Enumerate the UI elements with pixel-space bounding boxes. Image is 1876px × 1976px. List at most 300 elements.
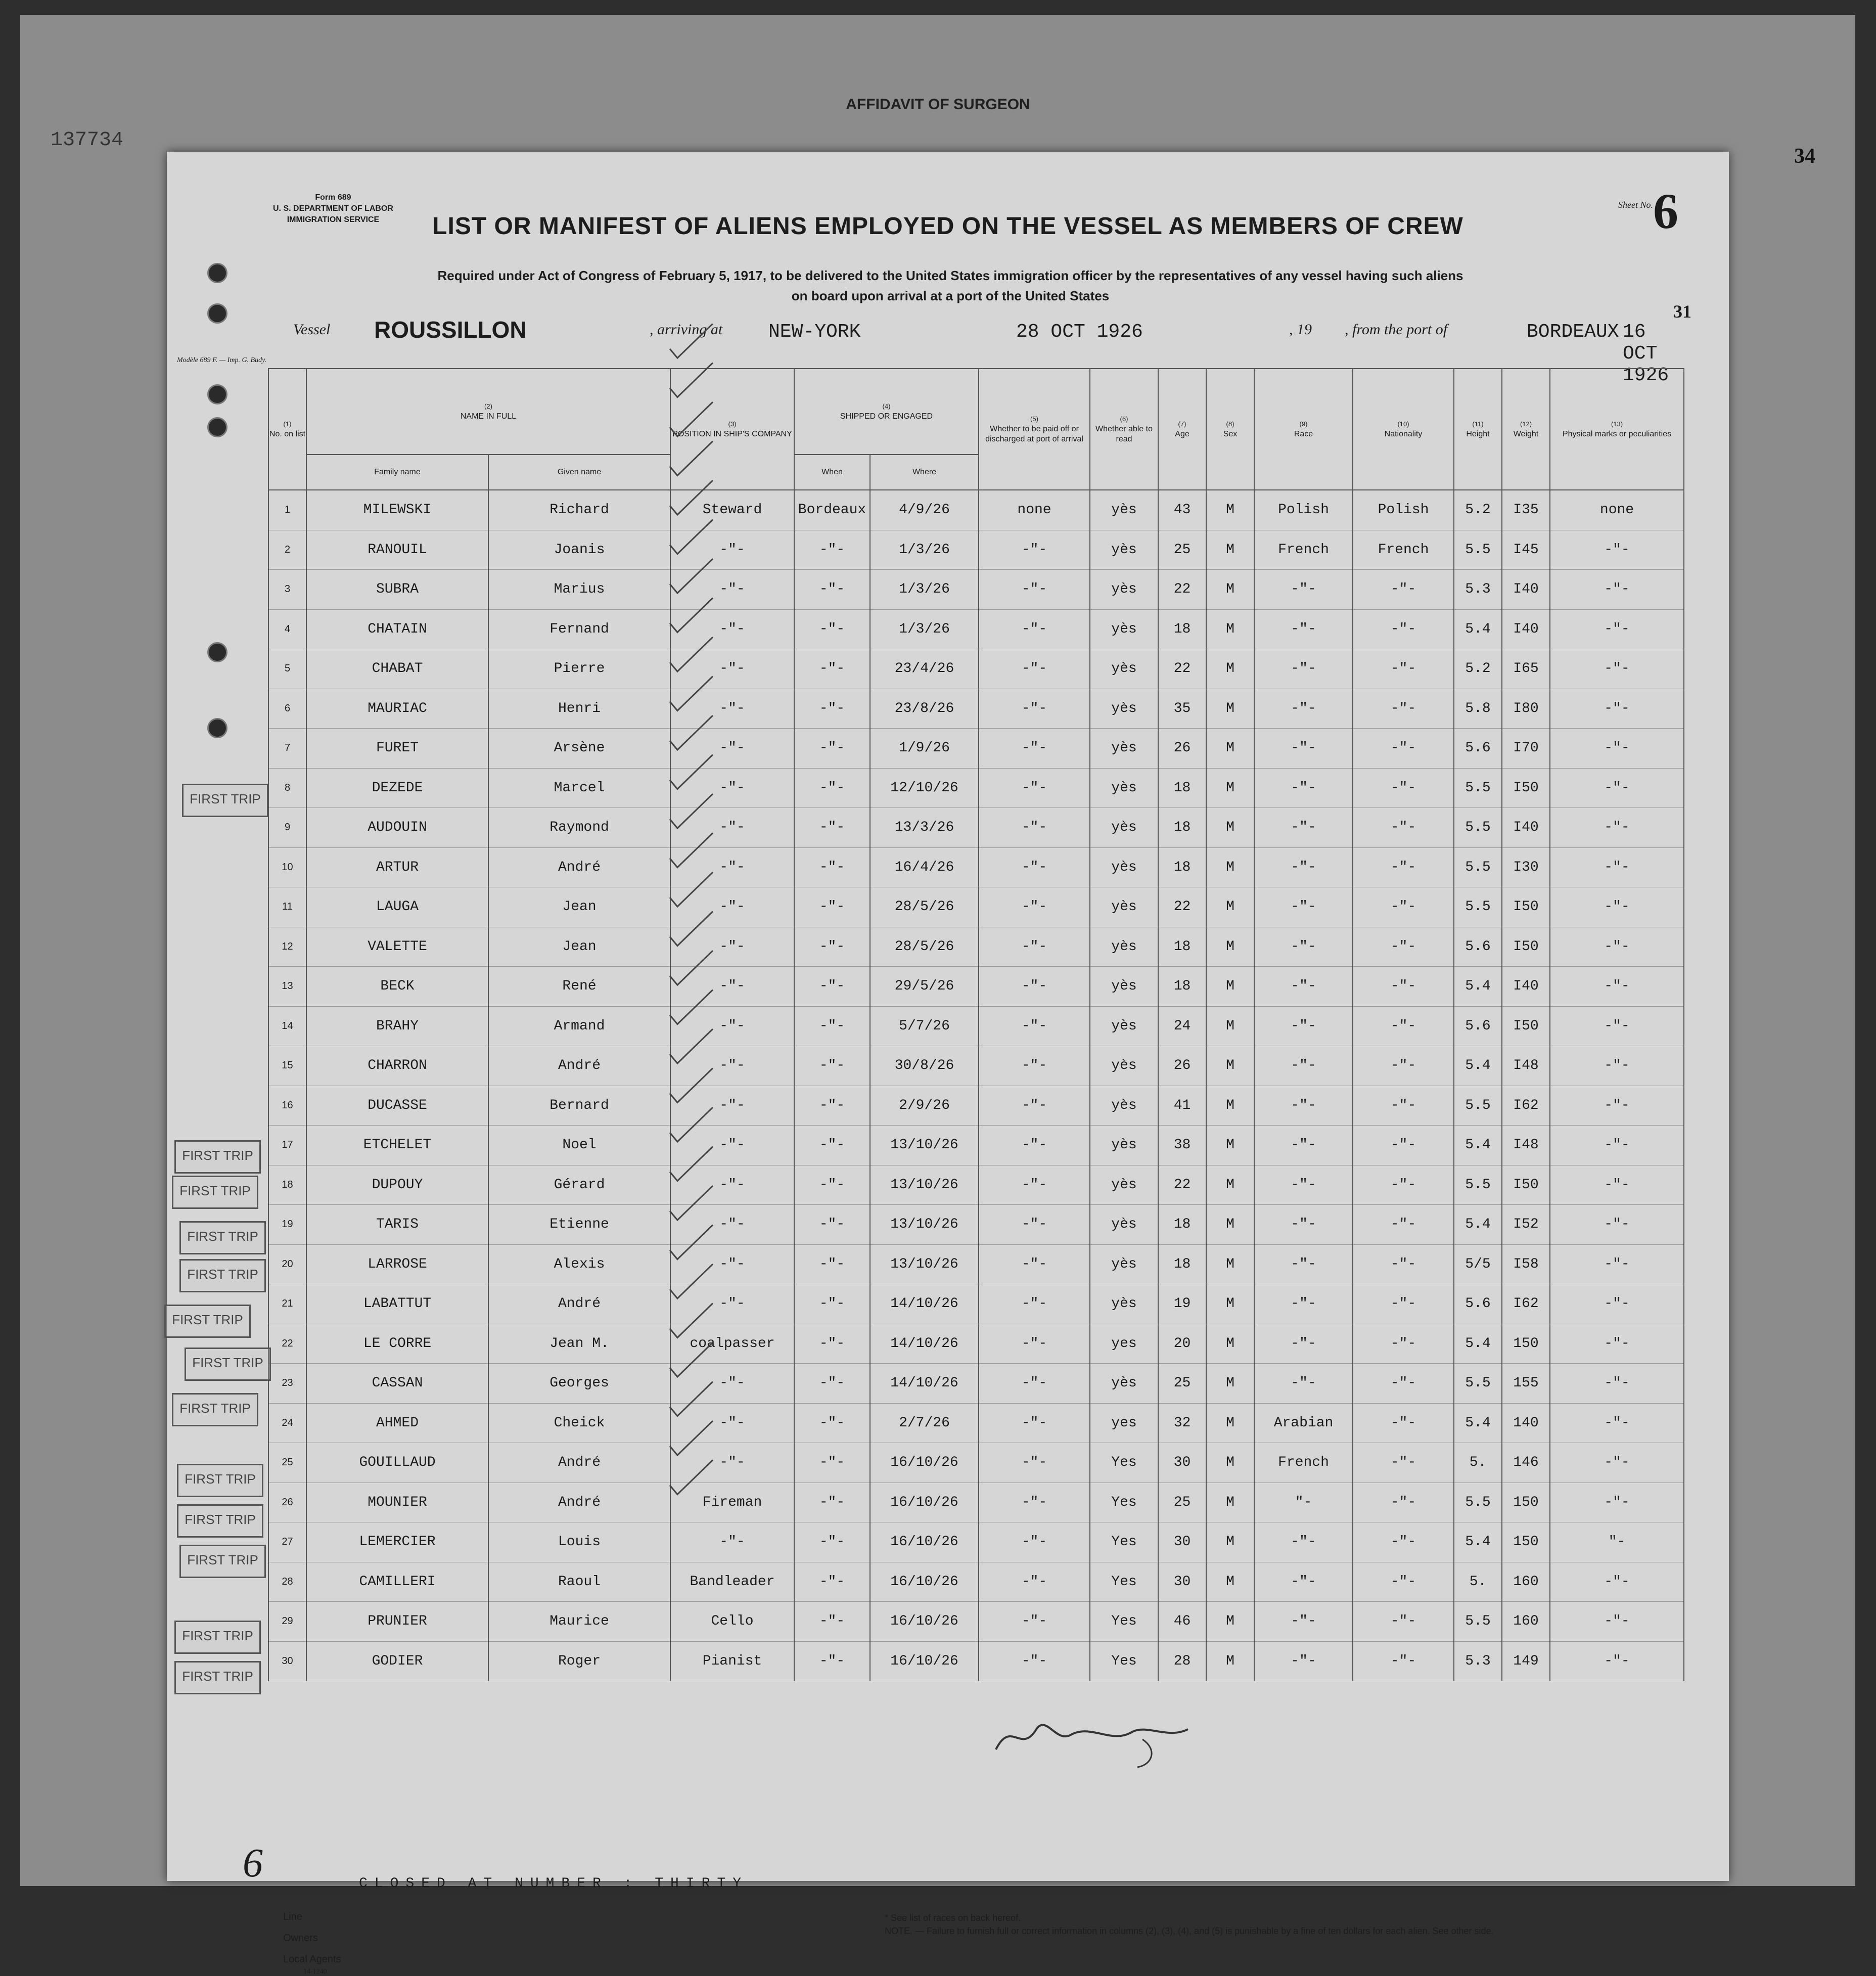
cell-given-name: Cheick bbox=[488, 1403, 670, 1443]
cell-shipped-where: 16/10/26 bbox=[870, 1522, 979, 1562]
cell-given-name: Richard bbox=[488, 490, 670, 530]
cell-shipped-when: -"- bbox=[794, 1046, 870, 1086]
cell-weight: I45 bbox=[1502, 530, 1550, 570]
cell-list-number: 15 bbox=[268, 1046, 306, 1086]
cell-paid-off: -"- bbox=[979, 847, 1090, 887]
cell-able-to-read: Yes bbox=[1090, 1483, 1158, 1522]
col-nationality: (10) Nationality bbox=[1353, 369, 1454, 490]
cell-able-to-read: Yes bbox=[1090, 1641, 1158, 1681]
cell-able-to-read: yès bbox=[1090, 530, 1158, 570]
cell-given-name: Marcel bbox=[488, 768, 670, 808]
cell-race: -"- bbox=[1254, 887, 1353, 927]
departure-date: 16 OCT 1926 bbox=[1623, 321, 1669, 386]
first-trip-stamp: FIRST TRIP bbox=[182, 784, 268, 817]
cell-shipped-where: 12/10/26 bbox=[870, 768, 979, 808]
cell-weight: I50 bbox=[1502, 1165, 1550, 1205]
cell-position: -"- bbox=[670, 530, 794, 570]
cell-height: 5.6 bbox=[1454, 927, 1502, 967]
cell-age: 46 bbox=[1158, 1602, 1206, 1642]
cell-list-number: 16 bbox=[268, 1086, 306, 1126]
cell-age: 18 bbox=[1158, 1244, 1206, 1284]
table-row bbox=[268, 530, 1684, 570]
cell-shipped-where: 13/10/26 bbox=[870, 1244, 979, 1284]
first-trip-stamp: FIRST TRIP bbox=[172, 1176, 258, 1209]
cell-family-name: CHABAT bbox=[306, 649, 488, 689]
cell-family-name: LAUGA bbox=[306, 887, 488, 927]
cell-physical-marks: -"- bbox=[1550, 808, 1684, 848]
cell-age: 19 bbox=[1158, 1284, 1206, 1324]
cell-given-name: André bbox=[488, 1443, 670, 1483]
cell-shipped-when: -"- bbox=[794, 530, 870, 570]
cell-weight: 140 bbox=[1502, 1403, 1550, 1443]
table-row bbox=[268, 1046, 1684, 1086]
cell-height: 5.2 bbox=[1454, 490, 1502, 530]
cell-nationality: -"- bbox=[1353, 609, 1454, 649]
cell-able-to-read: yès bbox=[1090, 649, 1158, 689]
cell-shipped-where: 1/3/26 bbox=[870, 609, 979, 649]
cell-paid-off: -"- bbox=[979, 1562, 1090, 1602]
cell-list-number: 5 bbox=[268, 649, 306, 689]
cell-family-name: CHARRON bbox=[306, 1046, 488, 1086]
table-row bbox=[268, 649, 1684, 689]
cell-nationality: -"- bbox=[1353, 808, 1454, 848]
first-trip-stamp: FIRST TRIP bbox=[179, 1221, 266, 1254]
cell-shipped-where: 23/8/26 bbox=[870, 689, 979, 729]
cell-shipped-where: 14/10/26 bbox=[870, 1324, 979, 1364]
cell-position: -"- bbox=[670, 768, 794, 808]
cell-weight: I48 bbox=[1502, 1046, 1550, 1086]
cell-list-number: 24 bbox=[268, 1403, 306, 1443]
check-mark bbox=[670, 324, 713, 358]
cell-race: -"- bbox=[1254, 1641, 1353, 1681]
cell-nationality: -"- bbox=[1353, 1205, 1454, 1245]
cell-age: 28 bbox=[1158, 1641, 1206, 1681]
cell-height: 5.4 bbox=[1454, 609, 1502, 649]
cell-given-name: Armand bbox=[488, 1006, 670, 1046]
cell-shipped-where: 1/3/26 bbox=[870, 570, 979, 610]
check-mark bbox=[670, 1460, 713, 1495]
cell-age: 38 bbox=[1158, 1126, 1206, 1165]
check-mark bbox=[670, 1068, 713, 1103]
cell-given-name: André bbox=[488, 1046, 670, 1086]
cell-position: -"- bbox=[670, 847, 794, 887]
cell-weight: I50 bbox=[1502, 927, 1550, 967]
check-mark bbox=[670, 755, 713, 789]
table-row bbox=[268, 768, 1684, 808]
cell-nationality: -"- bbox=[1353, 1284, 1454, 1324]
table-row bbox=[268, 1364, 1684, 1404]
arrival-port: NEW-YORK bbox=[768, 321, 861, 343]
cell-family-name: DEZEDE bbox=[306, 768, 488, 808]
cell-race: -"- bbox=[1254, 1562, 1353, 1602]
cell-physical-marks: -"- bbox=[1550, 1244, 1684, 1284]
table-row bbox=[268, 847, 1684, 887]
affidavit-heading: AFFIDAVIT OF SURGEON bbox=[846, 96, 1030, 113]
cell-paid-off: -"- bbox=[979, 1641, 1090, 1681]
cell-weight: I30 bbox=[1502, 847, 1550, 887]
cell-shipped-when: -"- bbox=[794, 570, 870, 610]
cell-given-name: Jean bbox=[488, 887, 670, 927]
cell-weight: I65 bbox=[1502, 649, 1550, 689]
check-mark bbox=[670, 1264, 713, 1298]
service-name: IMMIGRATION SERVICE bbox=[287, 215, 380, 224]
cell-paid-off: -"- bbox=[979, 1284, 1090, 1324]
cell-sex: M bbox=[1206, 1483, 1254, 1522]
cell-weight: I50 bbox=[1502, 887, 1550, 927]
cell-weight: I58 bbox=[1502, 1244, 1550, 1284]
cell-family-name: TARIS bbox=[306, 1205, 488, 1245]
cell-position: -"- bbox=[670, 689, 794, 729]
cell-position: -"- bbox=[670, 1364, 794, 1404]
cell-shipped-where: 16/10/26 bbox=[870, 1443, 979, 1483]
cell-shipped-when: -"- bbox=[794, 1244, 870, 1284]
cell-list-number: 23 bbox=[268, 1364, 306, 1404]
table-row bbox=[268, 1205, 1684, 1245]
table-row bbox=[268, 1006, 1684, 1046]
cell-sex: M bbox=[1206, 1602, 1254, 1642]
cell-sex: M bbox=[1206, 1284, 1254, 1324]
cell-height: 5.5 bbox=[1454, 847, 1502, 887]
cell-height: 5.6 bbox=[1454, 1006, 1502, 1046]
cell-height: 5.3 bbox=[1454, 570, 1502, 610]
local-agents-label: Local Agents bbox=[283, 1954, 341, 1965]
cell-able-to-read: yès bbox=[1090, 768, 1158, 808]
cell-sex: M bbox=[1206, 1126, 1254, 1165]
cell-shipped-where: 14/10/26 bbox=[870, 1364, 979, 1404]
cell-paid-off: -"- bbox=[979, 1443, 1090, 1483]
cell-list-number: 11 bbox=[268, 887, 306, 927]
cell-sex: M bbox=[1206, 887, 1254, 927]
cell-height: 5.4 bbox=[1454, 1403, 1502, 1443]
tally-check-marks bbox=[667, 324, 870, 1699]
cell-family-name: LE CORRE bbox=[306, 1324, 488, 1364]
cell-sex: M bbox=[1206, 1205, 1254, 1245]
cell-race: -"- bbox=[1254, 729, 1353, 769]
cell-position: Pianist bbox=[670, 1641, 794, 1681]
cell-shipped-where: 16/10/26 bbox=[870, 1602, 979, 1642]
cell-physical-marks: -"- bbox=[1550, 1126, 1684, 1165]
cell-position: -"- bbox=[670, 1284, 794, 1324]
table-row bbox=[268, 689, 1684, 729]
cell-height: 5.4 bbox=[1454, 1205, 1502, 1245]
manifest-sheet bbox=[167, 152, 1729, 1975]
cell-list-number: 30 bbox=[268, 1641, 306, 1681]
subtitle-line-1: Required under Act of Congress of February 5, 1917, to be delivered to the United States immigration officer by the representatives of any vessel having such aliens bbox=[437, 268, 1463, 283]
inspector-signature bbox=[991, 1709, 1193, 1770]
cell-weight: I80 bbox=[1502, 689, 1550, 729]
cell-race: -"- bbox=[1254, 609, 1353, 649]
cell-weight: I40 bbox=[1502, 967, 1550, 1007]
cell-sex: M bbox=[1206, 649, 1254, 689]
cell-sex: M bbox=[1206, 1364, 1254, 1404]
cell-shipped-when: -"- bbox=[794, 1403, 870, 1443]
cell-family-name: AUDOUIN bbox=[306, 808, 488, 848]
cell-list-number: 17 bbox=[268, 1126, 306, 1165]
cell-weight: I52 bbox=[1502, 1205, 1550, 1245]
cell-shipped-where: 1/9/26 bbox=[870, 729, 979, 769]
cell-paid-off: -"- bbox=[979, 1244, 1090, 1284]
cell-given-name: Noel bbox=[488, 1126, 670, 1165]
table-row bbox=[268, 1483, 1684, 1522]
cell-weight: I50 bbox=[1502, 768, 1550, 808]
cell-able-to-read: yes bbox=[1090, 1403, 1158, 1443]
cell-age: 24 bbox=[1158, 1006, 1206, 1046]
cell-weight: 155 bbox=[1502, 1364, 1550, 1404]
cell-race: -"- bbox=[1254, 1006, 1353, 1046]
arriving-label: , arriving at bbox=[650, 321, 723, 338]
table-row bbox=[268, 1284, 1684, 1324]
cell-physical-marks: -"- bbox=[1550, 1284, 1684, 1324]
cell-family-name: CAMILLERI bbox=[306, 1562, 488, 1602]
cell-able-to-read: yès bbox=[1090, 1284, 1158, 1324]
cell-age: 18 bbox=[1158, 1205, 1206, 1245]
cell-nationality: -"- bbox=[1353, 1165, 1454, 1205]
cell-height: 5.3 bbox=[1454, 1641, 1502, 1681]
cell-position: -"- bbox=[670, 927, 794, 967]
cell-given-name: André bbox=[488, 847, 670, 887]
cell-weight: I70 bbox=[1502, 729, 1550, 769]
cell-family-name: BECK bbox=[306, 967, 488, 1007]
cell-list-number: 26 bbox=[268, 1483, 306, 1522]
cell-able-to-read: yès bbox=[1090, 689, 1158, 729]
cell-position: -"- bbox=[670, 1443, 794, 1483]
cell-weight: I48 bbox=[1502, 1126, 1550, 1165]
cell-shipped-when: -"- bbox=[794, 1522, 870, 1562]
cell-position: -"- bbox=[670, 1006, 794, 1046]
table-row bbox=[268, 927, 1684, 967]
col-height: (11) Height bbox=[1454, 369, 1502, 490]
cell-age: 25 bbox=[1158, 1364, 1206, 1404]
line-label: Line bbox=[283, 1911, 302, 1922]
cell-family-name: DUCASSE bbox=[306, 1086, 488, 1126]
cell-paid-off: -"- bbox=[979, 1126, 1090, 1165]
cell-list-number: 18 bbox=[268, 1165, 306, 1205]
cell-paid-off: -"- bbox=[979, 1086, 1090, 1126]
cell-height: 5.5 bbox=[1454, 768, 1502, 808]
cell-family-name: LEMERCIER bbox=[306, 1522, 488, 1562]
check-mark bbox=[670, 990, 713, 1024]
check-mark bbox=[670, 598, 713, 633]
cell-given-name: Bernard bbox=[488, 1086, 670, 1126]
cell-nationality: -"- bbox=[1353, 729, 1454, 769]
table-row bbox=[268, 1086, 1684, 1126]
cell-physical-marks: -"- bbox=[1550, 1324, 1684, 1364]
cell-height: 5.5 bbox=[1454, 808, 1502, 848]
cell-nationality: -"- bbox=[1353, 1244, 1454, 1284]
cell-sex: M bbox=[1206, 927, 1254, 967]
cell-weight: 149 bbox=[1502, 1641, 1550, 1681]
cell-given-name: Jean M. bbox=[488, 1324, 670, 1364]
cell-shipped-when: -"- bbox=[794, 1324, 870, 1364]
cell-weight: 150 bbox=[1502, 1522, 1550, 1562]
cell-able-to-read: yès bbox=[1090, 847, 1158, 887]
cell-shipped-where: 13/3/26 bbox=[870, 808, 979, 848]
punch-hole bbox=[207, 718, 227, 738]
cell-given-name: Marius bbox=[488, 570, 670, 610]
cell-shipped-when: -"- bbox=[794, 1443, 870, 1483]
cell-shipped-where: 5/7/26 bbox=[870, 1006, 979, 1046]
cell-shipped-when: -"- bbox=[794, 1165, 870, 1205]
check-mark bbox=[670, 1342, 713, 1377]
check-mark bbox=[670, 1382, 713, 1416]
cell-nationality: -"- bbox=[1353, 570, 1454, 610]
cell-position: -"- bbox=[670, 1205, 794, 1245]
cell-shipped-where: 13/10/26 bbox=[870, 1165, 979, 1205]
cell-given-name: Louis bbox=[488, 1522, 670, 1562]
cell-weight: I35 bbox=[1502, 490, 1550, 530]
sheet-number: 6 bbox=[1653, 183, 1678, 239]
cell-shipped-when: -"- bbox=[794, 768, 870, 808]
first-trip-stamp: FIRST TRIP bbox=[174, 1140, 261, 1174]
cell-age: 32 bbox=[1158, 1403, 1206, 1443]
cell-age: 26 bbox=[1158, 729, 1206, 769]
punch-hole bbox=[207, 303, 227, 324]
cell-sex: M bbox=[1206, 689, 1254, 729]
cell-sex: M bbox=[1206, 768, 1254, 808]
cell-nationality: -"- bbox=[1353, 887, 1454, 927]
cell-race: -"- bbox=[1254, 1324, 1353, 1364]
cell-nationality: French bbox=[1353, 530, 1454, 570]
cell-paid-off: -"- bbox=[979, 689, 1090, 729]
cell-physical-marks: -"- bbox=[1550, 1364, 1684, 1404]
vessel-name: ROUSSILLON bbox=[374, 317, 527, 343]
cell-physical-marks: -"- bbox=[1550, 1641, 1684, 1681]
col-able-to-read: (6) Whether able to read bbox=[1090, 369, 1158, 490]
check-mark bbox=[670, 441, 713, 476]
cell-physical-marks: -"- bbox=[1550, 887, 1684, 927]
cell-race: -"- bbox=[1254, 1126, 1353, 1165]
check-mark bbox=[670, 951, 713, 985]
first-trip-stamp: FIRST TRIP bbox=[177, 1504, 263, 1538]
table-row bbox=[268, 1602, 1684, 1642]
cell-family-name: GOUILLAUD bbox=[306, 1443, 488, 1483]
cell-shipped-when: -"- bbox=[794, 1364, 870, 1404]
punch-hole bbox=[207, 642, 227, 662]
cell-able-to-read: yès bbox=[1090, 1126, 1158, 1165]
cell-list-number: 21 bbox=[268, 1284, 306, 1324]
cell-sex: M bbox=[1206, 609, 1254, 649]
cell-shipped-where: 4/9/26 bbox=[870, 490, 979, 530]
arrival-date: 28 OCT 1926 bbox=[1016, 321, 1143, 343]
cell-race: -"- bbox=[1254, 649, 1353, 689]
cell-shipped-where: 16/10/26 bbox=[870, 1562, 979, 1602]
cell-age: 22 bbox=[1158, 649, 1206, 689]
cell-position: -"- bbox=[670, 1522, 794, 1562]
cell-nationality: -"- bbox=[1353, 689, 1454, 729]
check-mark bbox=[670, 1225, 713, 1260]
cell-paid-off: -"- bbox=[979, 530, 1090, 570]
cell-height: 5.4 bbox=[1454, 1522, 1502, 1562]
voyage-line bbox=[293, 301, 1691, 386]
cell-height: 5.4 bbox=[1454, 1126, 1502, 1165]
cell-given-name: Maurice bbox=[488, 1602, 670, 1642]
cell-paid-off: -"- bbox=[979, 768, 1090, 808]
cell-family-name: LABATTUT bbox=[306, 1284, 488, 1324]
cell-paid-off: -"- bbox=[979, 1324, 1090, 1364]
cell-height: 5.5 bbox=[1454, 530, 1502, 570]
cell-race: -"- bbox=[1254, 768, 1353, 808]
table-row bbox=[268, 1324, 1684, 1364]
cell-family-name: MILEWSKI bbox=[306, 490, 488, 530]
cell-race: -"- bbox=[1254, 927, 1353, 967]
cell-able-to-read: yès bbox=[1090, 1165, 1158, 1205]
cell-sex: M bbox=[1206, 967, 1254, 1007]
table-row bbox=[268, 729, 1684, 769]
cell-position: coalpasser bbox=[670, 1324, 794, 1364]
cell-list-number: 19 bbox=[268, 1205, 306, 1245]
first-trip-stamp: FIRST TRIP bbox=[179, 1545, 266, 1578]
cell-age: 35 bbox=[1158, 689, 1206, 729]
first-trip-stamp: FIRST TRIP bbox=[179, 1259, 266, 1292]
cell-paid-off: -"- bbox=[979, 1483, 1090, 1522]
cell-paid-off: -"- bbox=[979, 967, 1090, 1007]
cell-nationality: -"- bbox=[1353, 847, 1454, 887]
cell-physical-marks: -"- bbox=[1550, 847, 1684, 887]
cell-sex: M bbox=[1206, 1046, 1254, 1086]
cell-position: -"- bbox=[670, 1046, 794, 1086]
cell-able-to-read: yès bbox=[1090, 887, 1158, 927]
col-name-in-full: (2) NAME IN FULL bbox=[306, 369, 670, 455]
cell-sex: M bbox=[1206, 1641, 1254, 1681]
cell-shipped-when: -"- bbox=[794, 1284, 870, 1324]
col-list-number: (1) No. on list bbox=[268, 369, 306, 490]
cell-shipped-where: 29/5/26 bbox=[870, 967, 979, 1007]
cell-shipped-when: -"- bbox=[794, 1602, 870, 1642]
cell-paid-off: none bbox=[979, 490, 1090, 530]
cell-age: 18 bbox=[1158, 967, 1206, 1007]
cell-sex: M bbox=[1206, 1522, 1254, 1562]
year-label: , 19 bbox=[1289, 321, 1312, 338]
races-note: * See list of races on back hereof. bbox=[885, 1913, 1021, 1923]
cell-position: Steward bbox=[670, 490, 794, 530]
cell-shipped-when: -"- bbox=[794, 1006, 870, 1046]
cell-shipped-when: -"- bbox=[794, 1126, 870, 1165]
cell-race: -"- bbox=[1254, 570, 1353, 610]
cell-shipped-where: 16/10/26 bbox=[870, 1483, 979, 1522]
first-trip-stamp: FIRST TRIP bbox=[172, 1393, 258, 1426]
cell-weight: I62 bbox=[1502, 1284, 1550, 1324]
cell-given-name: Fernand bbox=[488, 609, 670, 649]
cell-shipped-when: -"- bbox=[794, 1483, 870, 1522]
cell-position: -"- bbox=[670, 649, 794, 689]
cell-weight: I40 bbox=[1502, 570, 1550, 610]
sheet-count: 31 bbox=[1673, 301, 1691, 322]
cell-sex: M bbox=[1206, 1165, 1254, 1205]
cell-family-name: ARTUR bbox=[306, 847, 488, 887]
cell-nationality: -"- bbox=[1353, 927, 1454, 967]
cell-age: 18 bbox=[1158, 768, 1206, 808]
cell-race: -"- bbox=[1254, 808, 1353, 848]
cell-paid-off: -"- bbox=[979, 1165, 1090, 1205]
table-row bbox=[268, 887, 1684, 927]
table-row bbox=[268, 1403, 1684, 1443]
cell-height: 5.5 bbox=[1454, 1602, 1502, 1642]
cell-paid-off: -"- bbox=[979, 1602, 1090, 1642]
cell-shipped-when: -"- bbox=[794, 847, 870, 887]
cell-height: 5.4 bbox=[1454, 967, 1502, 1007]
cell-race: -"- bbox=[1254, 1602, 1353, 1642]
cell-able-to-read: yès bbox=[1090, 1364, 1158, 1404]
cell-list-number: 13 bbox=[268, 967, 306, 1007]
cell-nationality: -"- bbox=[1353, 1324, 1454, 1364]
first-trip-stamp: FIRST TRIP bbox=[174, 1621, 261, 1654]
cell-shipped-where: 16/4/26 bbox=[870, 847, 979, 887]
cell-able-to-read: yès bbox=[1090, 729, 1158, 769]
cell-nationality: -"- bbox=[1353, 1483, 1454, 1522]
cell-race: -"- bbox=[1254, 1165, 1353, 1205]
cell-list-number: 4 bbox=[268, 609, 306, 649]
cell-given-name: Joanis bbox=[488, 530, 670, 570]
